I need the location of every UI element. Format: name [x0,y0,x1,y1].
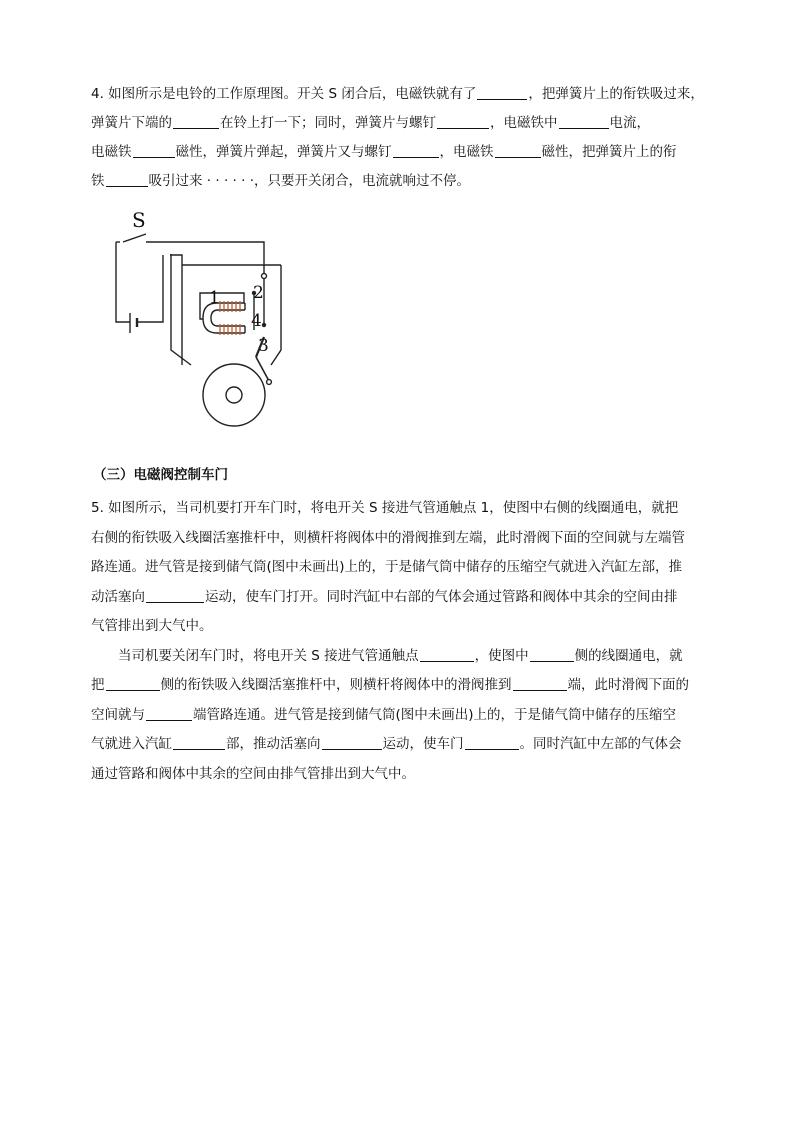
answer-blank[interactable] [146,706,192,721]
q4-line-2 [91,109,711,138]
text: 运动，使车门 [382,736,464,752]
q5-p2-line-4 [91,730,711,760]
answer-blank[interactable] [513,676,567,691]
text: 空间就与 [91,706,145,723]
text: 在铃上打一下；同时，弹簧片与螺钉 [220,115,436,131]
text: 电磁铁 [91,144,132,160]
question-4 [91,80,711,196]
q5-line-3: 路连通。进气管是接到储气筒(图中未画出)上的，于是储气筒中储存的压缩空气就进入汽缸左部，推 [91,559,683,575]
text: 铁 [91,173,105,189]
q5-line-5: 气管排出到大气中。 [91,618,213,634]
label-3: 3 [258,336,269,356]
text: 电流， [609,115,650,131]
answer-blank[interactable] [477,85,527,100]
q5-p2-line-3 [91,701,711,731]
text: ，使图中 [474,647,529,664]
text: 把 [91,677,105,693]
text: 侧的线圈通电，就 [574,647,683,664]
text: 气就进入汽缸 [91,736,172,752]
q4-line-3 [91,138,711,167]
label-1: 1 [209,288,220,308]
answer-blank[interactable] [495,143,541,158]
answer-blank[interactable] [530,647,574,662]
q5-p2-line-5: 通过管路和阀体中其余的空间由排气管排出到大气中。 [91,765,415,782]
text: 侧的衔铁吸入线圈活塞推杆中，则横杆将阀体中的滑阀推到 [160,677,512,693]
text: 。同时汽缸中左部的气体会 [519,736,682,752]
q4-line-1 [91,80,711,109]
text: 端，此时滑阀下面的 [567,677,689,693]
text: ，电磁铁 [439,144,494,160]
answer-blank[interactable] [173,114,219,129]
q5-line-1: 5. 如图所示，当司机要打开车门时，将电开关 S 接进气管通触点 1，使图中右侧的线圈通电，就把 [91,500,679,516]
text: ，电磁铁中 [490,115,558,131]
text: 部，推动活塞向 [226,736,321,752]
answer-blank[interactable] [133,143,175,158]
q4-line-4 [91,167,711,196]
label-2: 2 [253,283,264,303]
text: 磁性，把弹簧片上的衔 [541,144,677,160]
electric-bell-diagram [96,205,296,430]
answer-blank[interactable] [106,676,160,691]
text: 吸引过来 · · · · · ·，只要开关闭合，电流就响过不停。 [148,173,470,189]
q5-p2-line-2 [91,671,711,701]
answer-blank[interactable] [173,735,225,750]
switch-label: S [132,208,146,232]
answer-blank[interactable] [146,588,204,603]
text: 运动，使车门打开。同时汽缸中右部的气体会通过管路和阀体中其余的空间由排 [205,588,678,605]
text: 当司机要关闭车门时，将电开关 S 接进气管通触点 [118,647,419,664]
answer-blank[interactable] [559,114,609,129]
answer-blank[interactable] [420,647,474,662]
text: ，把弹簧片上的衔铁吸过来， [528,86,704,102]
text: 磁性，弹簧片弹起，弹簧片又与螺钉 [175,144,392,160]
label-4: 4 [251,311,262,331]
text: 端管路连通。进气管是接到储气筒(图中未画出)上的，于是储气筒中储存的压缩空 [193,706,677,723]
question-5 [91,494,711,789]
q5-line-2: 右侧的衔铁吸入线圈活塞推杆中，则横杆将阀体中的滑阀推到左端，此时滑阀下面的空间就与左端管 [91,529,685,546]
answer-blank[interactable] [437,114,489,129]
text: 4. 如图所示是电铃的工作原理图。开关 S 闭合后，电磁铁就有了 [91,86,477,102]
q5-p2-line-1 [91,642,711,672]
answer-blank[interactable] [322,735,382,750]
q5-line-4 [91,583,711,613]
text: 弹簧片下端的 [91,115,172,131]
answer-blank[interactable] [106,172,148,187]
answer-blank[interactable] [393,143,439,158]
section-title: （三）电磁阀控制车门 [93,467,228,483]
text: 动活塞向 [91,588,145,605]
answer-blank[interactable] [465,735,519,750]
